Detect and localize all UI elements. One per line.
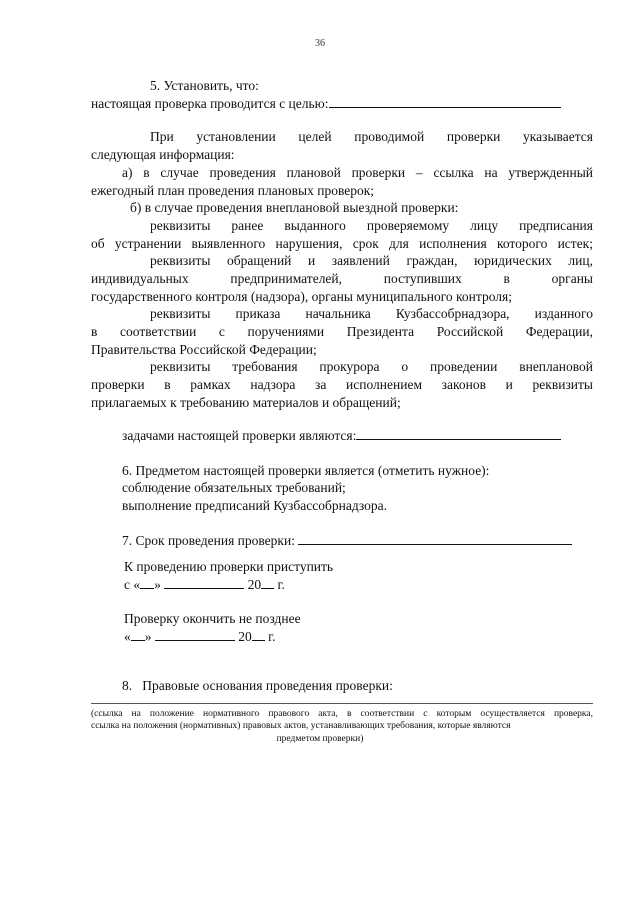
req3-line3: Правительства Российской Федерации; [91,342,317,357]
purpose-label: настоящая проверка проводится с целью: [91,96,329,111]
item-b: б) в случае проведения внеплановой выездной проверки: [130,200,459,215]
req4-line3: прилагаемых к требованию материалов и обращений; [91,395,401,410]
tasks-label: задачами настоящей проверки являются: [122,428,357,443]
req4-line2: проверки в рамках надзора за исполнением законов и реквизиты [91,377,593,392]
legal-basis-input-line[interactable] [91,703,593,704]
end-year-blank[interactable] [252,628,265,641]
item-a-line1: а) в случае проведения плановой проверки – ссылка на утвержденный [122,165,593,180]
start-year-suffix: г. [277,577,285,592]
start-month-blank[interactable] [164,576,244,589]
start-day-blank[interactable] [140,576,154,589]
start-year-blank[interactable] [261,576,274,589]
item-a-line2: ежегодный план проведения плановых проверок; [91,183,375,198]
req1-line2: об устранении выявленного нарушения, срок для исполнения которого истек; [91,236,593,251]
goals-intro-line2: следующая информация: [91,147,235,162]
end-month-blank[interactable] [155,628,235,641]
end-label: Проверку окончить не позднее [124,611,301,626]
purpose-input-blank[interactable] [329,95,561,108]
req2-line1: реквизиты обращений и заявлений граждан, юридических лиц, [150,253,593,268]
end-day-blank[interactable] [131,628,145,641]
section8-number: 8. [122,678,133,693]
end-date-line [124,628,276,645]
section8-note-line2: ссылка на положения (нормативных) правовых актов, устанавливающих требования, которые являются [91,721,511,731]
start-date-prefix: с « [124,577,141,592]
start-date-line [124,576,285,593]
section6-option-compliance[interactable]: соблюдение обязательных требований; [122,480,346,495]
section8-note-line3: предметом проверки) [276,734,364,744]
goals-intro-line1: При установлении целей проводимой проверки указывается [150,129,593,144]
section8-heading: Правовые основания проведения проверки: [142,678,393,693]
section8-line [122,677,393,694]
start-label: К проведению проверки приступить [124,559,334,574]
end-year-prefix: 20 [238,629,252,644]
start-date-close-quote: » [154,577,161,592]
inspection-period-blank[interactable] [298,532,572,545]
req2-line3: государственного контроля (надзора), органы муниципального контроля; [91,289,512,304]
section7-line [122,532,572,549]
purpose-line [91,95,561,112]
section8-note-line1: (ссылка на положение нормативного правового акта, в соответствии с которым осуществляется проверка, [91,709,593,719]
req3-line2: в соответствии с поручениями Президента Российской Федерации, [91,324,593,339]
end-date-prefix: « [124,629,131,644]
page-number: 36 [315,38,325,49]
req1-line1: реквизиты ранее выданного проверяемому лицу предписания [150,218,593,233]
section6-option-prescriptions[interactable]: выполнение предписаний Кузбассобрнадзора. [122,498,387,513]
req3-line1: реквизиты приказа начальника Кузбассобрнадзора, изданного [150,306,593,321]
req4-line1: реквизиты требования прокурора о проведении внеплановой [150,359,593,374]
start-year-prefix: 20 [247,577,262,592]
end-year-suffix: г. [268,629,276,644]
req2-line2: индивидуальных предпринимателей, поступивших в органы [91,271,593,286]
section6-heading: 6. Предметом настоящей проверки является (отметить нужное): [122,463,490,478]
tasks-input-blank[interactable] [356,427,561,440]
section7-heading: 7. Срок проведения проверки: [122,533,295,548]
end-date-close-quote: » [144,629,152,644]
tasks-line [122,427,561,444]
section5-heading: 5. Установить, что: [150,78,259,93]
